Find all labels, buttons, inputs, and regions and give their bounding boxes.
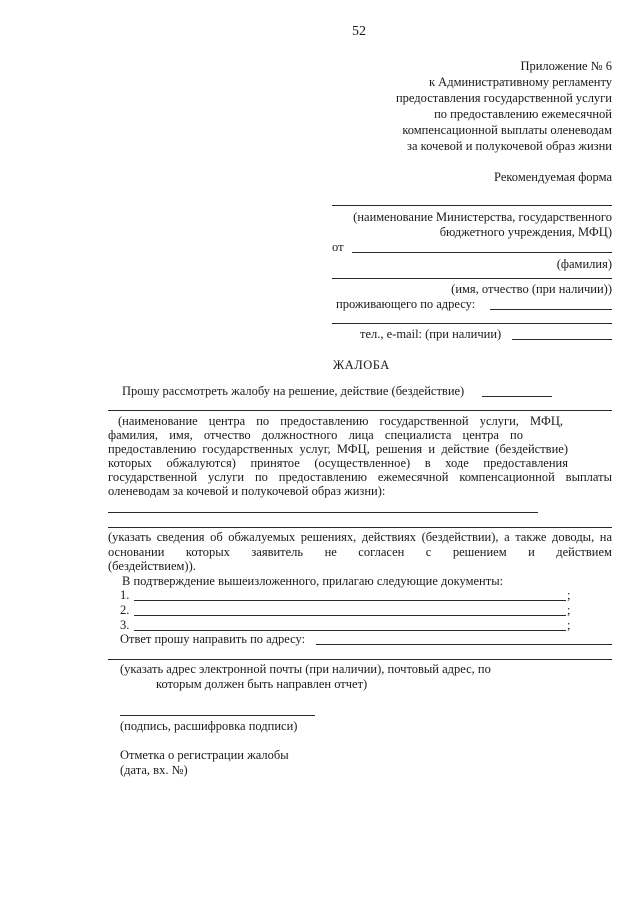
caption-word: которых xyxy=(185,545,230,559)
address-caption: которым должен быть направлен отчет) xyxy=(156,677,368,691)
caption-line: оленеводам за кочевой и полукочевой образ жизни): xyxy=(108,484,386,498)
surname-caption: (фамилия) xyxy=(556,257,612,271)
caption-line: государственной услуги по предоставлению ежемесячной компенсационной выплаты xyxy=(108,470,612,484)
caption-word: решением xyxy=(452,545,507,559)
details-line[interactable] xyxy=(108,512,538,513)
attachment-end: ; xyxy=(567,588,571,602)
registration-caption: (дата, вх. №) xyxy=(120,763,188,777)
appendix-line: компенсационной выплаты оленеводам xyxy=(402,123,612,137)
address-caption: (указать адрес электронной почты (при наличии), почтовый адрес, по xyxy=(120,662,491,676)
reply-address-line[interactable] xyxy=(316,644,612,645)
appendix-line: по предоставлению ежемесячной xyxy=(434,107,612,121)
from-label: от xyxy=(332,240,344,254)
document-title: ЖАЛОБА xyxy=(333,358,390,372)
attachment-line-3[interactable] xyxy=(134,630,566,631)
details-caption: (бездействием)). xyxy=(108,559,196,573)
attachment-number: 3. xyxy=(120,618,130,632)
residing-label: проживающего по адресу: xyxy=(336,297,476,311)
caption-word: действием xyxy=(556,545,612,559)
recommended-form-label: Рекомендуемая форма xyxy=(494,170,612,184)
center-name-line[interactable] xyxy=(108,410,612,411)
attachment-line-2[interactable] xyxy=(134,615,566,616)
caption-word: не xyxy=(324,545,337,559)
signature-caption: (подпись, расшифровка подписи) xyxy=(120,719,298,733)
caption-word: основании xyxy=(108,545,165,559)
attachments-intro: В подтверждение вышеизложенного, прилагаю следующие документы: xyxy=(122,574,504,588)
reply-label: Ответ прошу направить по адресу: xyxy=(120,632,306,646)
caption-line: предоставлению государственных услуг, МФЦ, решения и действие (бездействие) xyxy=(108,442,568,456)
contacts-label: тел., e-mail: (при наличии) xyxy=(360,327,502,341)
appendix-line: Приложение № 6 xyxy=(520,59,612,73)
appendix-line: предоставления государственной услуги xyxy=(395,91,612,105)
appendix-line: за кочевой и полукочевой образ жизни xyxy=(407,139,612,153)
details-caption-justified xyxy=(108,545,612,560)
ministry-caption: бюджетного учреждения, МФЦ) xyxy=(439,225,612,239)
ministry-caption: (наименование Министерства, государственного xyxy=(353,210,612,224)
address-line-2[interactable] xyxy=(332,323,612,324)
registration-label: Отметка о регистрации жалобы xyxy=(120,748,289,762)
caption-line: фамилия, имя, отчество должностного лица специалиста центра по xyxy=(108,428,523,442)
signature-line[interactable] xyxy=(120,715,315,716)
name-caption: (имя, отчество (при наличии)) xyxy=(451,282,612,296)
address-line[interactable] xyxy=(490,309,612,310)
caption-line: (наименование центра по предоставлению государственной услуги, МФЦ, xyxy=(118,414,563,428)
contacts-line[interactable] xyxy=(512,339,612,340)
decision-line[interactable] xyxy=(482,396,552,397)
appendix-line: к Административному регламенту xyxy=(428,75,612,89)
caption-word: заявитель xyxy=(251,545,304,559)
caption-line: которых обжалуются) принятое (осуществленное) в ходе предоставления xyxy=(108,456,568,470)
surname-line[interactable] xyxy=(352,252,612,253)
caption-word: с xyxy=(425,545,432,559)
name-line[interactable] xyxy=(332,278,612,279)
details-line-2[interactable] xyxy=(108,527,612,528)
reply-address-line-2[interactable] xyxy=(108,659,612,660)
details-caption: (указать сведения об обжалуемых решениях, действиях (бездействии), а также доводы, на xyxy=(108,530,612,544)
caption-word: согласен xyxy=(358,545,405,559)
complaint-request: Прошу рассмотреть жалобу на решение, действие (бездействие) xyxy=(122,384,465,398)
ministry-name-line[interactable] xyxy=(332,205,612,206)
caption-word: и xyxy=(528,545,535,559)
attachment-line-1[interactable] xyxy=(134,600,566,601)
attachment-number: 2. xyxy=(120,603,130,617)
attachment-end: ; xyxy=(567,618,571,632)
page-number: 52 xyxy=(352,24,366,39)
attachment-end: ; xyxy=(567,603,571,617)
attachment-number: 1. xyxy=(120,588,130,602)
